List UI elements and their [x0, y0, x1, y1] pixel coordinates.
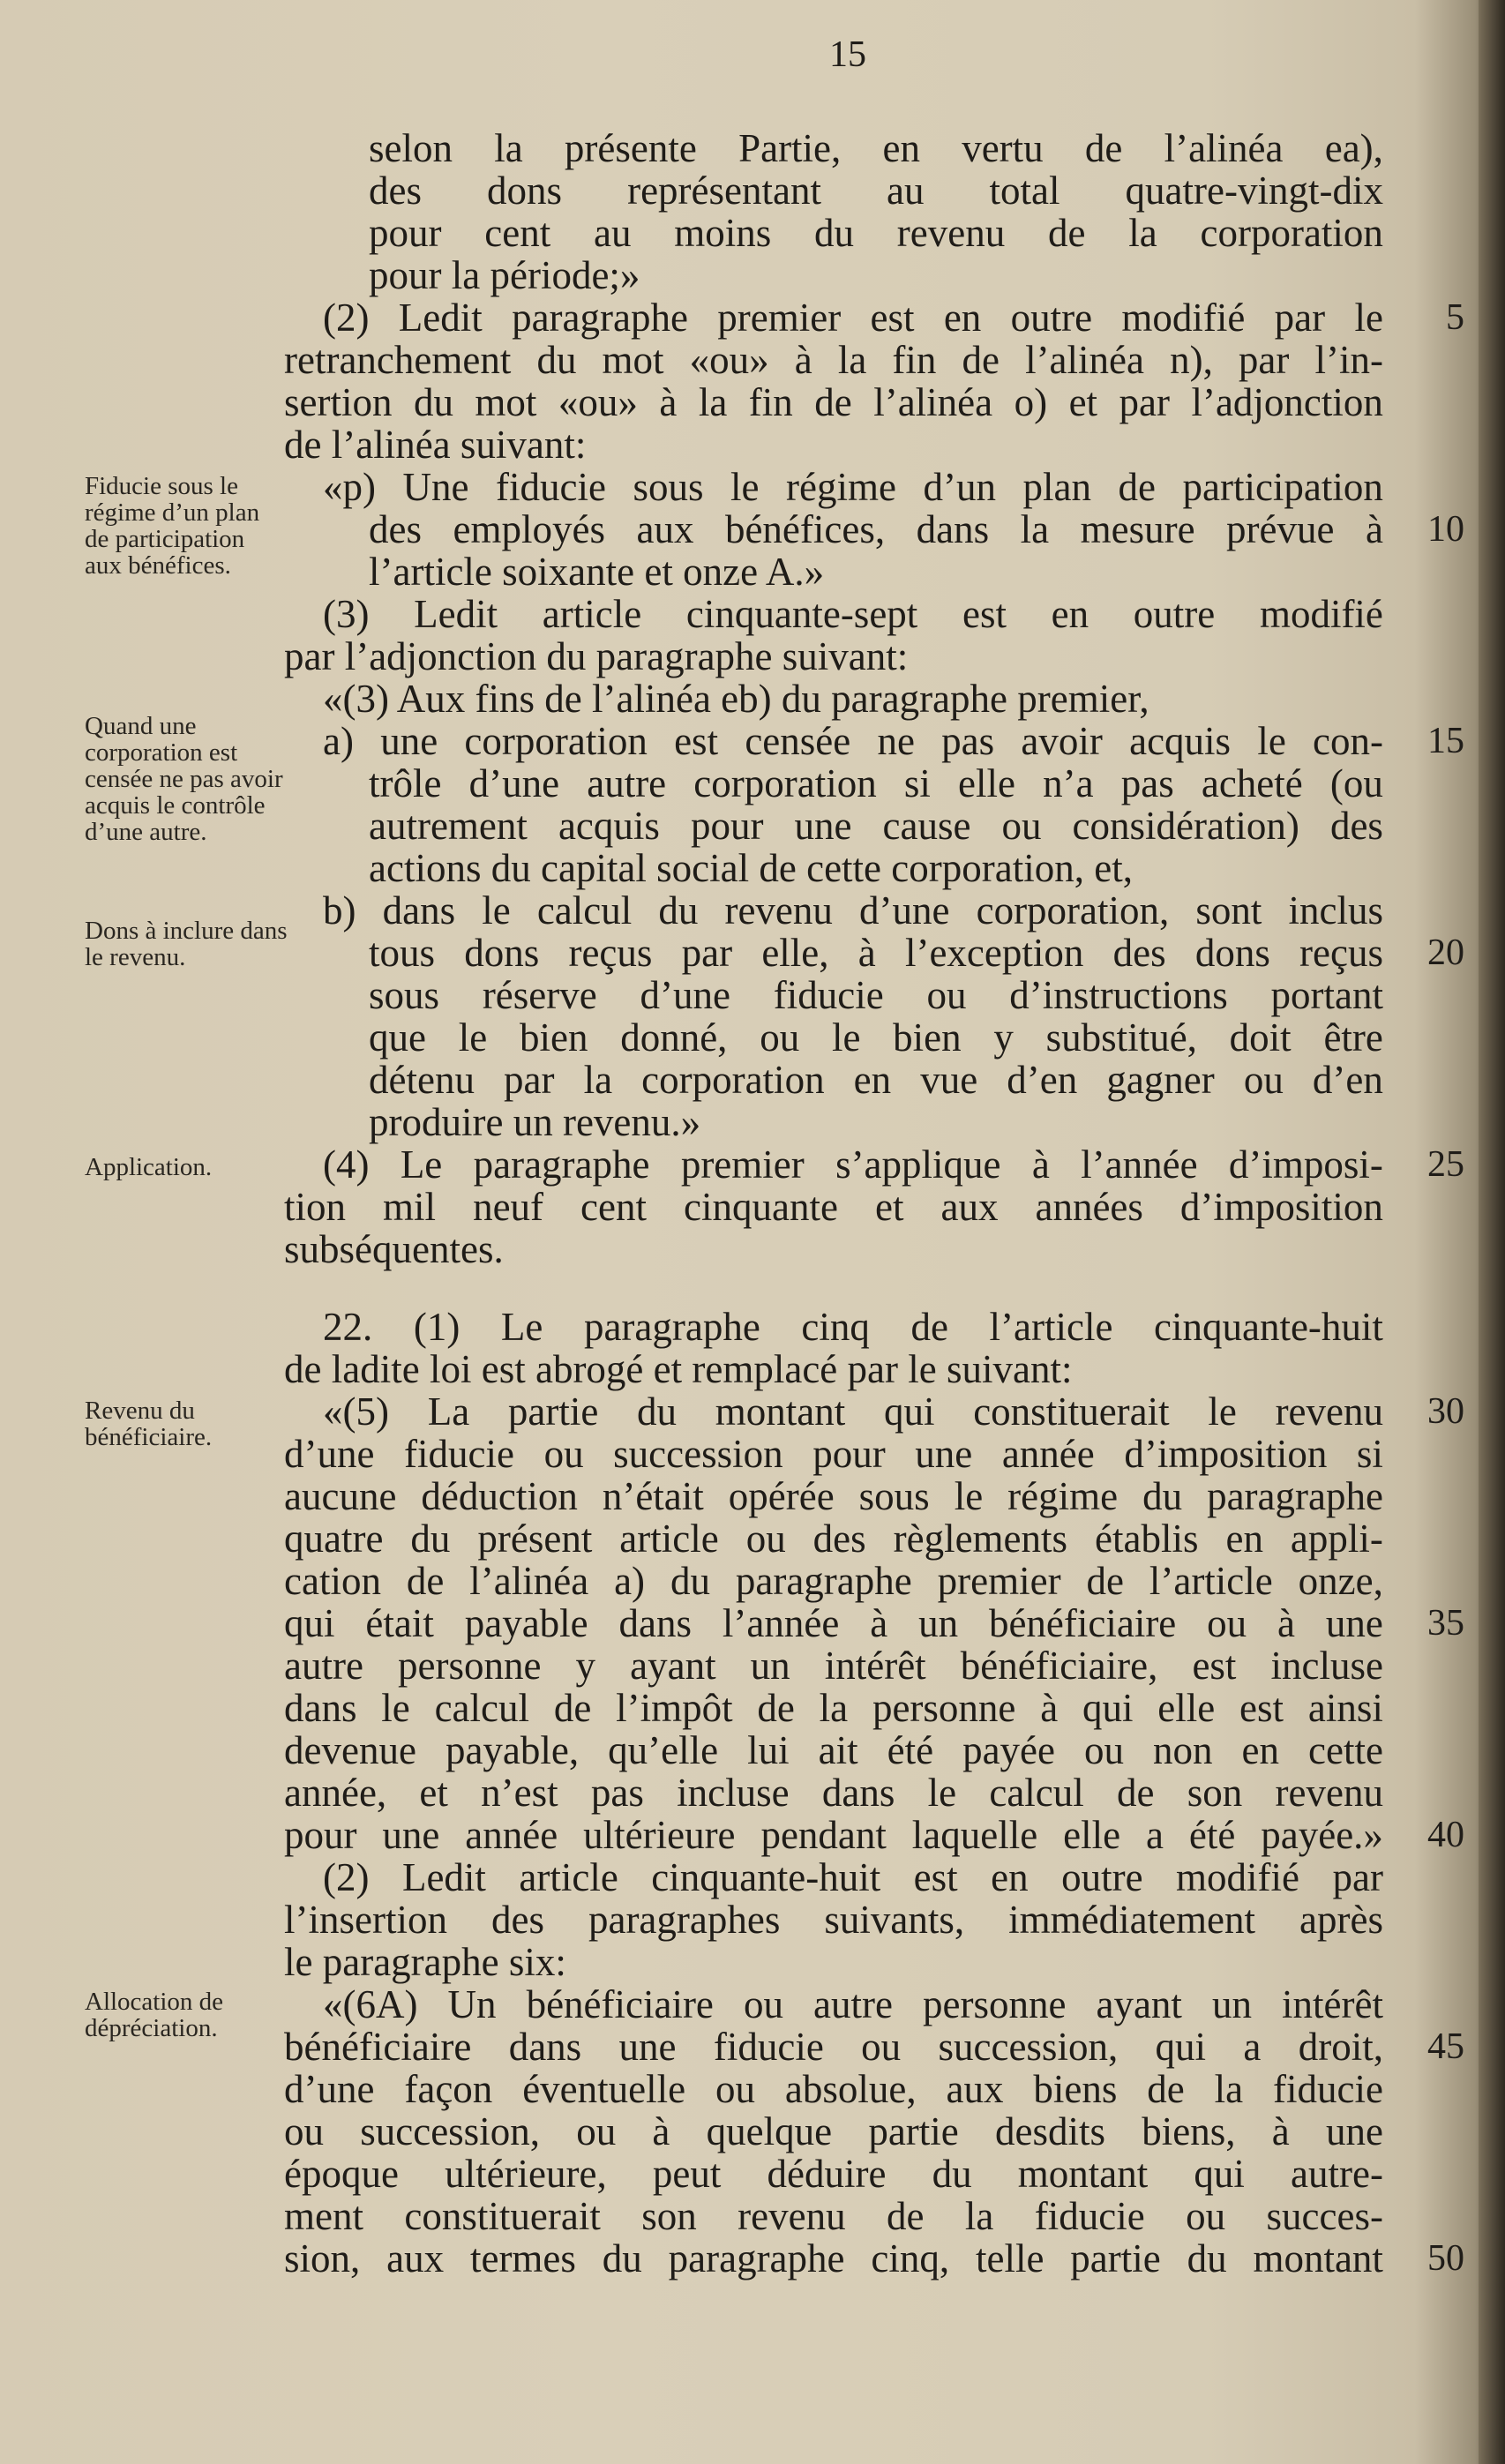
text-line: trôle d’une autre corporation si elle n’a pas acheté (ou: [369, 761, 1383, 805]
line-number: 45: [1427, 2026, 1464, 2067]
margin-note-application: Application.: [85, 1153, 213, 1181]
margin-note-dons: Dons à inclure dans le revenu.: [85, 917, 288, 971]
text-line: que le bien donné, ou le bien y substitué, doit être: [369, 1015, 1383, 1060]
text-line: époque ultérieure, peut déduire du montant qui autre-: [284, 2152, 1383, 2196]
text-line: cation de l’alinéa a) du paragraphe premier de l’article onze,: [284, 1559, 1383, 1603]
text-line: l’article soixante et onze A.»: [369, 550, 825, 594]
text-line: qui était payable dans l’année à un bénéficiaire ou à une: [284, 1601, 1383, 1645]
text-line: sous réserve d’une fiducie ou d’instructions portant: [369, 973, 1383, 1017]
text-line: de l’alinéa suivant:: [284, 423, 587, 467]
text-line: retranchement du mot «ou» à la fin de l’alinéa n), par l’in-: [284, 338, 1383, 382]
text-line: autrement acquis pour une cause ou considération) des: [369, 804, 1383, 848]
text-line: «(5) La partie du montant qui constituerait le revenu: [323, 1389, 1383, 1434]
margin-note-revenu-beneficiaire: Revenu du bénéficiaire.: [85, 1397, 213, 1451]
text-line: «(3) Aux fins de l’alinéa eb) du paragraphe premier,: [323, 677, 1149, 721]
text-line: de ladite loi est abrogé et remplacé par le suivant:: [284, 1347, 1073, 1391]
line-number: 20: [1427, 932, 1464, 973]
text-line: selon la présente Partie, en vertu de l’alinéa ea),: [369, 126, 1383, 170]
text-line: sion, aux termes du paragraphe cinq, telle partie du montant: [284, 2236, 1383, 2281]
text-line: le paragraphe six:: [284, 1940, 566, 1984]
margin-note-fiducie: Fiducie sous le régime d’un plan de participation aux bénéfices.: [85, 472, 260, 580]
text-line: année, et n’est pas incluse dans le calcul de son revenu: [284, 1771, 1383, 1815]
text-line: d’une fiducie ou succession pour une année d’imposition si: [284, 1432, 1383, 1476]
text-line: (3) Ledit article cinquante-sept est en outre modifié: [323, 592, 1383, 636]
text-line: l’insertion des paragraphes suivants, immédiatement après: [284, 1898, 1383, 1942]
text-line: subséquentes.: [284, 1227, 504, 1271]
text-line: (2) Ledit paragraphe premier est en outre modifié par le: [323, 296, 1383, 340]
text-line: tous dons reçus par elle, à l’exception des dons reçus: [369, 931, 1383, 975]
line-number: 50: [1427, 2238, 1464, 2279]
text-line: devenue payable, qu’elle lui ait été payée ou non en cette: [284, 1728, 1383, 1772]
text-line: (2) Ledit article cinquante-huit est en outre modifié par: [323, 1855, 1383, 1899]
line-number: 10: [1427, 509, 1464, 550]
text-line: des dons représentant au total quatre-vingt-dix: [369, 169, 1383, 213]
text-line: a) une corporation est censée ne pas avoir acquis le con-: [323, 719, 1383, 763]
text-line: produire un revenu.»: [369, 1100, 701, 1144]
text-line: bénéficiaire dans une fiducie ou succession, qui a droit,: [284, 2025, 1383, 2069]
text-line: tion mil neuf cent cinquante et aux années d’imposition: [284, 1185, 1383, 1229]
text-line: pour la période;»: [369, 253, 640, 297]
text-line: «p) Une fiducie sous le régime d’un plan de participation: [323, 465, 1383, 509]
page-number: 15: [829, 34, 866, 75]
line-number: 5: [1446, 297, 1464, 338]
line-number: 15: [1427, 721, 1464, 761]
margin-note-controle: Quand une corporation est censée ne pas avoir acquis le contrôle d’une autre.: [85, 712, 283, 846]
text-line: «(6A) Un bénéficiaire ou autre personne ayant un intérêt: [323, 1982, 1383, 2026]
text-line: pour une année ultérieure pendant laquelle elle a été payée.»: [284, 1813, 1383, 1857]
page-edge: [1479, 0, 1505, 2464]
line-number: 40: [1427, 1815, 1464, 1855]
text-line: détenu par la corporation en vue d’en gagner ou d’en: [369, 1058, 1383, 1102]
text-line: actions du capital social de cette corporation, et,: [369, 846, 1133, 890]
text-line: ou succession, ou à quelque partie desdits biens, à une: [284, 2109, 1383, 2153]
line-number: 30: [1427, 1391, 1464, 1432]
text-line: autre personne y ayant un intérêt bénéficiaire, est incluse: [284, 1644, 1383, 1688]
text-line: quatre du présent article ou des règlements établis en appli-: [284, 1517, 1383, 1561]
margin-note-depreciation: Allocation de dépréciation.: [85, 1988, 224, 2042]
text-line: (4) Le paragraphe premier s’applique à l’année d’imposi-: [323, 1142, 1383, 1187]
text-line: par l’adjonction du paragraphe suivant:: [284, 634, 909, 678]
text-line: aucune déduction n’était opérée sous le régime du paragraphe: [284, 1474, 1383, 1518]
text-line: ment constituerait son revenu de la fiducie ou succes-: [284, 2194, 1383, 2238]
line-number: 35: [1427, 1603, 1464, 1644]
text-line: sertion du mot «ou» à la fin de l’alinéa o) et par l’adjonction: [284, 380, 1383, 424]
text-line: 22. (1) Le paragraphe cinq de l’article cinquante-huit: [323, 1305, 1383, 1349]
text-line: pour cent au moins du revenu de la corporation: [369, 211, 1383, 255]
text-line: d’une façon éventuelle ou absolue, aux biens de la fiducie: [284, 2067, 1383, 2111]
text-line: dans le calcul de l’impôt de la personne à qui elle est ainsi: [284, 1686, 1383, 1730]
text-line: b) dans le calcul du revenu d’une corporation, sont inclus: [323, 888, 1383, 932]
text-line: des employés aux bénéfices, dans la mesure prévue à: [369, 507, 1383, 551]
line-number: 25: [1427, 1144, 1464, 1185]
